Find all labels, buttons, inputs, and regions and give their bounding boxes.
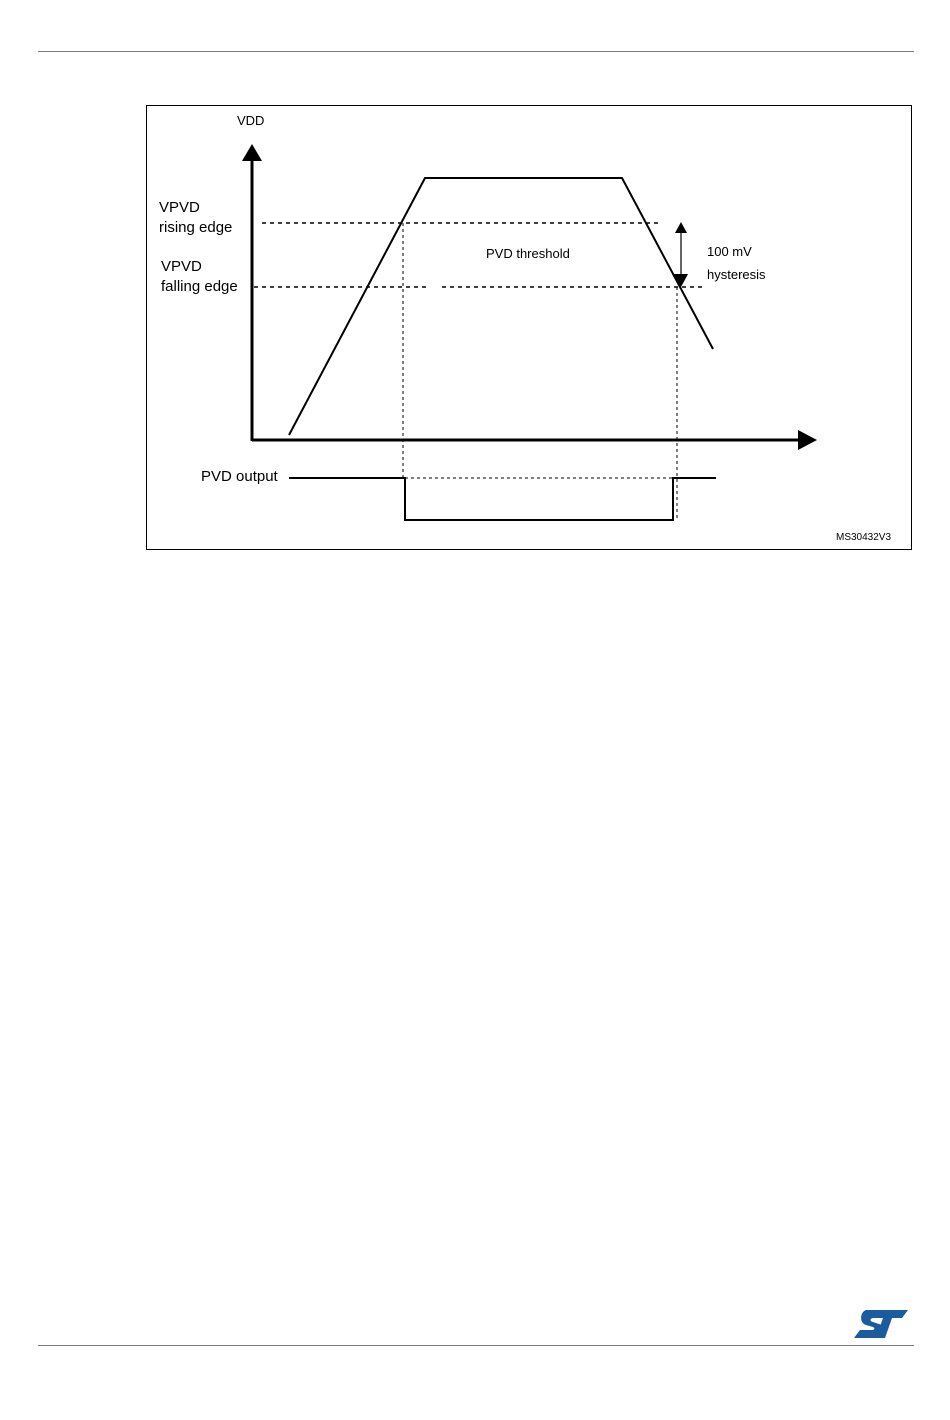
y-axis-label: VDD xyxy=(237,113,265,128)
pvd-diagram xyxy=(0,0,950,600)
figure-id: MS30432V3 xyxy=(836,532,892,543)
falling-edge-label-line2: falling edge xyxy=(161,278,238,295)
x-axis-arrow-icon xyxy=(798,430,817,450)
pvd-output-waveform xyxy=(289,478,716,520)
hysteresis-label-line1: 100 mV xyxy=(707,244,752,259)
hysteresis-label-line2: hysteresis xyxy=(707,267,766,282)
falling-edge-label-line1: VPVD xyxy=(161,258,202,275)
st-logo-icon xyxy=(852,1308,910,1340)
threshold-label: PVD threshold xyxy=(486,246,570,261)
footer-rule xyxy=(38,1345,914,1346)
rising-edge-label-line1: VPVD xyxy=(159,199,200,216)
hysteresis-up-arrow-icon xyxy=(675,222,687,233)
pvd-output-label: PVD output xyxy=(201,468,278,485)
vdd-waveform xyxy=(289,178,713,435)
rising-edge-label-line2: rising edge xyxy=(159,219,233,236)
y-axis-arrow-icon xyxy=(242,144,262,161)
